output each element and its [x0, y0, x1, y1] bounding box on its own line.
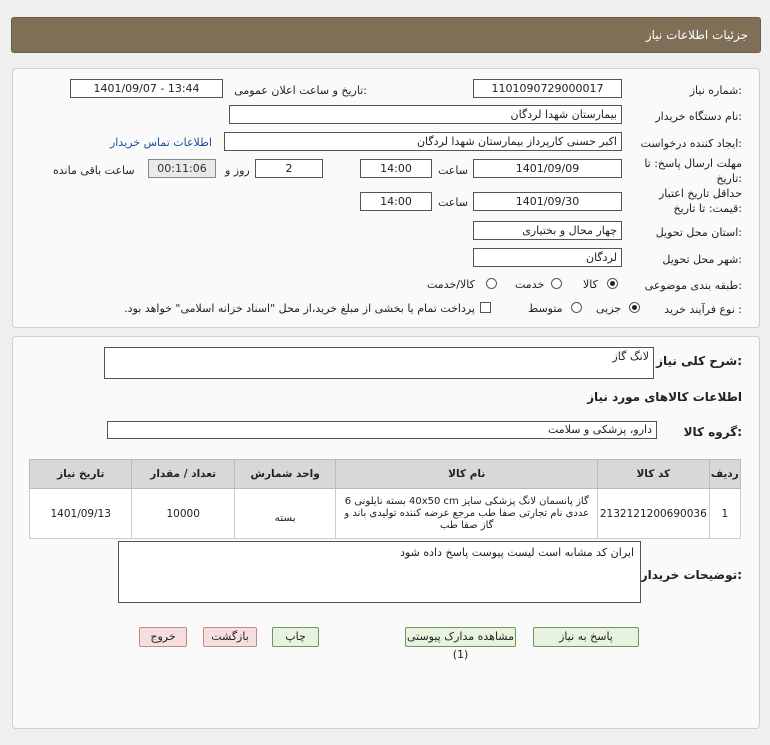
cell-date: 1401/09/13	[30, 489, 132, 539]
cell-name: گاز پانسمان لانگ پزشکی سایز 40x50 cm بسته نایلونی 6 عددی نام تجارتی صفا طب مرجع عرضه کننده تولیدی باند و گاز صفا طب	[336, 489, 598, 539]
treasury-payment-note: پرداخت تمام یا بخشی از مبلغ خرید،از محل "اسناد خزانه اسلامی" خواهد بود.	[124, 302, 475, 315]
exit-button[interactable]: خروج	[139, 627, 187, 647]
buyer-notes-field: ایران کد مشابه است لیست پیوست پاسخ داده شود	[118, 541, 641, 603]
print-button[interactable]: چاپ	[272, 627, 319, 647]
validity-label-line2: قیمت: تا تاریخ:	[673, 202, 742, 215]
need-desc-field: لانگ گاز	[104, 347, 654, 379]
buyer-org-field: بیمارستان شهدا لردگان	[229, 105, 622, 124]
requester-field: اکبر حسنی کارپرداز بیمارستان شهدا لردگان	[224, 132, 622, 151]
city-label: شهر محل تحویل:	[662, 253, 742, 266]
category-label: طبقه بندی موضوعی:	[644, 279, 742, 292]
buyer-org-label: نام دستگاه خریدار:	[655, 110, 742, 123]
category-radio-goods-service[interactable]	[486, 278, 497, 289]
announce-field: 1401/09/07 - 13:44	[70, 79, 223, 98]
goods-info-title: اطلاعات کالاهای مورد نیاز	[587, 390, 742, 404]
col-header-unit: واحد شمارش	[234, 460, 335, 489]
cell-code: 2132121200690036	[598, 489, 709, 539]
city-field: لردگان	[473, 248, 622, 267]
province-label: استان محل تحویل:	[655, 226, 742, 239]
goods-table	[29, 459, 741, 539]
validity-date-field: 1401/09/30	[473, 192, 622, 211]
col-header-qty: تعداد / مقدار	[132, 460, 234, 489]
attachments-button[interactable]: مشاهده مدارک پیوستی (1)	[405, 627, 516, 647]
process-radio-medium[interactable]	[571, 302, 582, 313]
page-title: جزئیات اطلاعات نیاز	[645, 28, 748, 42]
cell-unit: بسته	[234, 489, 335, 539]
col-header-code: کد کالا	[598, 460, 709, 489]
cell-qty: 10000	[132, 489, 234, 539]
deadline-time-label: ساعت	[438, 164, 468, 177]
goods-group-field: دارو، پزشکی و سلامت	[107, 421, 657, 439]
col-header-name: نام کالا	[336, 460, 598, 489]
category-option-service: خدمت	[515, 278, 545, 291]
deadline-label-line2: تاریخ:	[716, 172, 742, 185]
goods-group-label: گروه کالا:	[683, 425, 742, 439]
remaining-time-field: 00:11:06	[148, 159, 216, 178]
category-option-goods: کالا	[583, 278, 598, 291]
days-label: روز و	[225, 164, 250, 177]
need-desc-label: شرح کلی نیاز:	[656, 354, 742, 368]
validity-time-label: ساعت	[438, 196, 468, 209]
cell-row: 1	[709, 489, 740, 539]
announce-label: تاریخ و ساعت اعلان عمومی:	[234, 84, 367, 97]
requester-label: ایجاد کننده درخواست:	[640, 137, 742, 150]
validity-label: حداقل تاریخ اعتبار	[658, 187, 742, 200]
category-radio-goods[interactable]	[607, 278, 618, 289]
validity-time-field: 14:00	[360, 192, 432, 211]
buyer-contact-link[interactable]: اطلاعات تماس خریدار	[110, 136, 212, 149]
treasury-payment-checkbox[interactable]	[480, 302, 491, 313]
need-number-field: 1101090729000017	[473, 79, 622, 98]
buyer-notes-label: توضیحات خریدار:	[640, 568, 742, 582]
province-field: چهار محال و بختیاری	[473, 221, 622, 240]
process-label: نوع فرآیند خرید :	[664, 303, 742, 316]
deadline-label: مهلت ارسال پاسخ: تا	[644, 157, 742, 170]
category-radio-service[interactable]	[551, 278, 562, 289]
need-number-label: شماره نیاز:	[689, 84, 742, 97]
days-field: 2	[255, 159, 323, 178]
category-option-goods-service: کالا/خدمت	[427, 278, 475, 291]
process-option-medium: متوسط	[528, 302, 563, 315]
process-option-minor: جزیی	[596, 302, 622, 315]
goods-table-header	[30, 460, 741, 489]
col-header-date: تاریخ نیاز	[30, 460, 132, 489]
table-row	[30, 489, 741, 539]
deadline-time-field: 14:00	[360, 159, 432, 178]
remaining-label: ساعت باقی مانده	[53, 164, 135, 177]
col-header-row: ردیف	[709, 460, 740, 489]
deadline-date-field: 1401/09/09	[473, 159, 622, 178]
back-button[interactable]: بازگشت	[203, 627, 257, 647]
page-header	[11, 17, 761, 53]
process-radio-minor[interactable]	[629, 302, 640, 313]
reply-button[interactable]: پاسخ به نیاز	[533, 627, 639, 647]
